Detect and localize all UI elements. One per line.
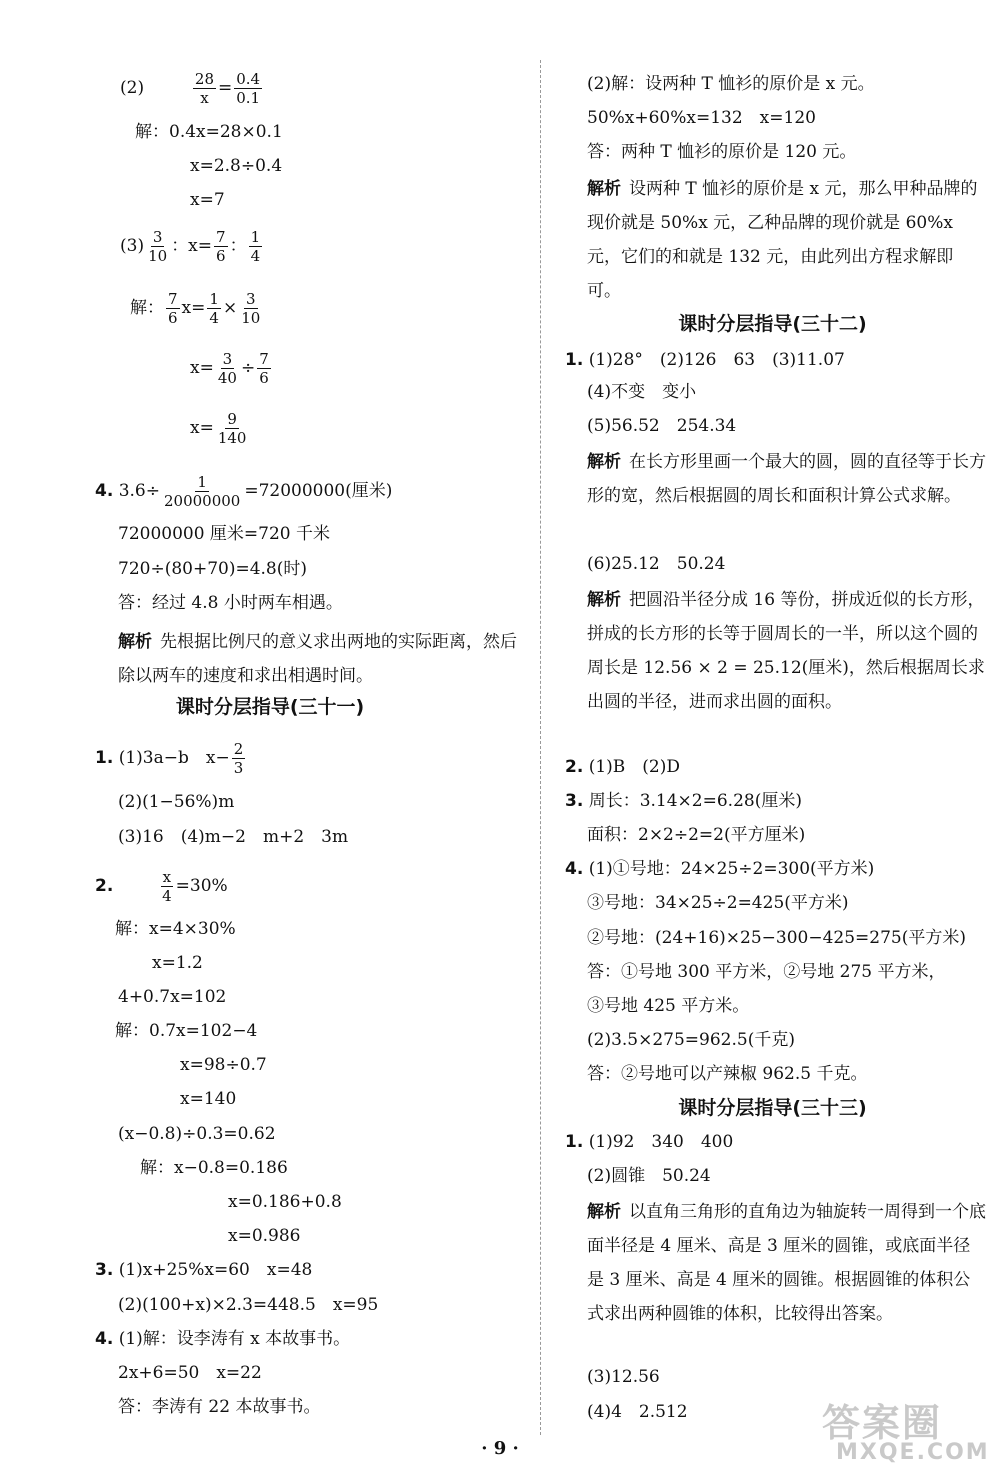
answer-2-equation: (2) $\frac{28}{x}$ = $\frac{0.4}{0.1}$: [120, 70, 261, 107]
solution-line: (2)圆锥 50.24: [587, 1166, 711, 1186]
section-heading-32: 课时分层指导(三十二): [678, 313, 867, 335]
solution-line: 720÷(80+70)=4.8(时): [118, 559, 308, 579]
q32-2-line1: 2. (1)B (2)D: [565, 757, 680, 777]
fraction: $\frac{1}{20000000}$: [163, 473, 241, 510]
solution-line: x=1.2: [152, 953, 203, 973]
fraction: $\frac{3}{10}$: [241, 290, 261, 327]
solution-line: ③号地：34×25÷2=425(平方米): [587, 893, 849, 913]
solution-line: (2)3.5×275=962.5(千克): [587, 1030, 795, 1050]
section-heading-33: 课时分层指导(三十三): [678, 1097, 867, 1119]
solution-line: (4)4 2.512: [587, 1402, 688, 1422]
solution-line: 4+0.7x=102: [118, 987, 227, 1007]
solution-line: x=7: [190, 190, 225, 210]
solution-line: 解：0.7x=102−4: [115, 1021, 258, 1041]
q32-3-line1: 3. 周长：3.14×2=6.28(厘米): [565, 791, 802, 811]
analysis-label: 解析: [587, 590, 621, 610]
column-divider: [540, 60, 541, 1435]
solution-line: x= $\frac{3}{40}$ ÷ $\frac{7}{6}$: [190, 350, 269, 387]
fraction: $\frac{3}{40}$: [217, 350, 237, 387]
solution-line: (2)解：设两种 T 恤衫的原价是 x 元。: [587, 74, 875, 94]
q31-1-line1: 1. (1)3a−b x− $\frac{2}{3}$: [95, 740, 244, 777]
fraction: $\frac{7}{6}$: [168, 290, 178, 327]
watermark-main-text: 答案圈: [822, 1401, 943, 1445]
watermark-logo: [812, 1390, 992, 1474]
solution-line: 50%x+60%x=132 x=120: [587, 108, 816, 128]
fraction: $\frac{7}{6}$: [216, 228, 226, 265]
analysis-label: 解析: [118, 632, 152, 652]
fraction: $\frac{2}{3}$: [233, 740, 244, 777]
solution-line: ②号地：(24+16)×25−300−425=275(平方米): [587, 928, 966, 948]
analysis-label: 解析: [587, 179, 621, 199]
solution-line: 解：0.4x=28×0.1: [135, 122, 283, 142]
solution-line: x=0.986: [228, 1226, 301, 1246]
fraction: $\frac{9}{140}$: [217, 410, 247, 447]
analysis-block: 解析 在长方形里画一个最大的圆，圆的直径等于长方形的宽，然后根据圆的周长和面积计算公式求解。: [587, 452, 986, 506]
answer-line: 答：经过 4.8 小时两车相遇。: [118, 593, 343, 613]
solution-line: (x−0.8)÷0.3=0.62: [118, 1124, 276, 1144]
fraction: $\frac{0.4}{0.1}$: [236, 70, 261, 107]
q31-2-line1: 2. $\frac{x}{4}$ =30%: [95, 868, 228, 905]
q31-4-line1: 4. (1)解：设李涛有 x 本故事书。: [95, 1329, 351, 1349]
page-number: · 9 ·: [481, 1438, 519, 1459]
solution-line: x=2.8÷0.4: [190, 156, 283, 176]
solution-line: (3)12.56: [587, 1367, 660, 1387]
fraction: $\frac{3}{10}$: [148, 228, 168, 265]
solution-line: (3)16 (4)m−2 m+2 3m: [118, 827, 349, 847]
section-heading-31: 课时分层指导(三十一): [175, 696, 365, 718]
solution-line: (2)(1−56%)m: [118, 792, 235, 812]
analysis-label: 解析: [587, 452, 621, 472]
fraction: $\frac{x}{4}$: [162, 868, 172, 905]
solution-line: x=0.186+0.8: [228, 1192, 342, 1212]
solution-line: 面积：2×2÷2=2(平方厘米): [587, 825, 806, 845]
solution-line: (5)56.52 254.34: [587, 416, 737, 436]
fraction: $\frac{7}{6}$: [259, 350, 269, 387]
answer-line: 答：①号地 300 平方米，②号地 275 平方米，: [587, 962, 946, 982]
question-4: 4. 3.6÷ $\frac{1}{20000000}$ =72000000(厘米): [95, 473, 393, 510]
answer-line: 答：②号地可以产辣椒 962.5 千克。: [587, 1064, 868, 1084]
solution-line: x= $\frac{9}{140}$: [190, 410, 247, 447]
fraction: $\frac{1}{4}$: [250, 228, 261, 265]
solution-line: x=98÷0.7: [180, 1055, 267, 1075]
q31-3-line1: 3. (1)x+25%x=60 x=48: [95, 1260, 313, 1280]
right-column: [545, 0, 1000, 1481]
answer-3-equation: (3) $\frac{3}{10}$ ：x= $\frac{7}{6}$ ： $\frac{1}{4}$: [120, 228, 261, 265]
analysis-block: 解析 把圆沿半径分成 16 等份，拼成近似的长方形，拼成的长方形的长等于圆周长的一半，所以这个圆的周长是 12.56 × 2 = 25.12(厘米)，然后根据周长求出圆的半径，进而求出圆的面积。: [587, 590, 985, 712]
q32-4-line1: 4. (1)①号地：24×25÷2=300(平方米): [565, 859, 875, 879]
q32-1-line1: 1. (1)28° (2)126 63 (3)11.07: [565, 350, 845, 370]
fraction: $\frac{1}{4}$: [209, 290, 219, 327]
q33-1-line1: 1. (1)92 340 400: [565, 1132, 734, 1152]
solution-line: 解： $\frac{7}{6}$ x= $\frac{1}{4}$ × $\frac{3}{10}$: [130, 290, 261, 327]
answer-line: 答：两种 T 恤衫的原价是 120 元。: [587, 142, 857, 162]
analysis-block: 解析 先根据比例尺的意义求出两地的实际距离，然后除以两车的速度和求出相遇时间。: [118, 632, 517, 686]
answer-line: 答：李涛有 22 本故事书。: [118, 1397, 321, 1417]
solution-line: 2x+6=50 x=22: [118, 1363, 262, 1383]
analysis-block: 解析 以直角三角形的直角边为轴旋转一周得到一个底面半径是 4 厘米、高是 3 厘米的圆锥，或底面半径是 3 厘米、高是 4 厘米的圆锥。根据圆锥的体积公式求出两种圆锥的体积，比较得出答案。: [587, 1202, 986, 1324]
solution-line: (2)(100+x)×2.3=448.5 x=95: [118, 1295, 379, 1315]
solution-line: (6)25.12 50.24: [587, 554, 726, 574]
watermark-sub-text: MXQE.COM: [836, 1440, 990, 1465]
solution-line: (4)不变 变小: [587, 382, 697, 402]
analysis-block: 解析 设两种 T 恤衫的原价是 x 元，那么甲种品牌的现价就是 50%x 元，乙种品牌的现价就是 60%x 元，它们的和就是 132 元，由此列出方程求解即可。: [587, 179, 978, 301]
solution-line: 72000000 厘米=720 千米: [118, 524, 331, 544]
fraction: $\frac{28}{x}$: [194, 70, 214, 107]
solution-line: 解：x−0.8=0.186: [140, 1158, 288, 1178]
analysis-label: 解析: [587, 1202, 621, 1222]
solution-line: 解：x=4×30%: [115, 919, 236, 939]
answer-line: ③号地 425 平方米。: [587, 996, 750, 1016]
solution-line: x=140: [180, 1089, 237, 1109]
